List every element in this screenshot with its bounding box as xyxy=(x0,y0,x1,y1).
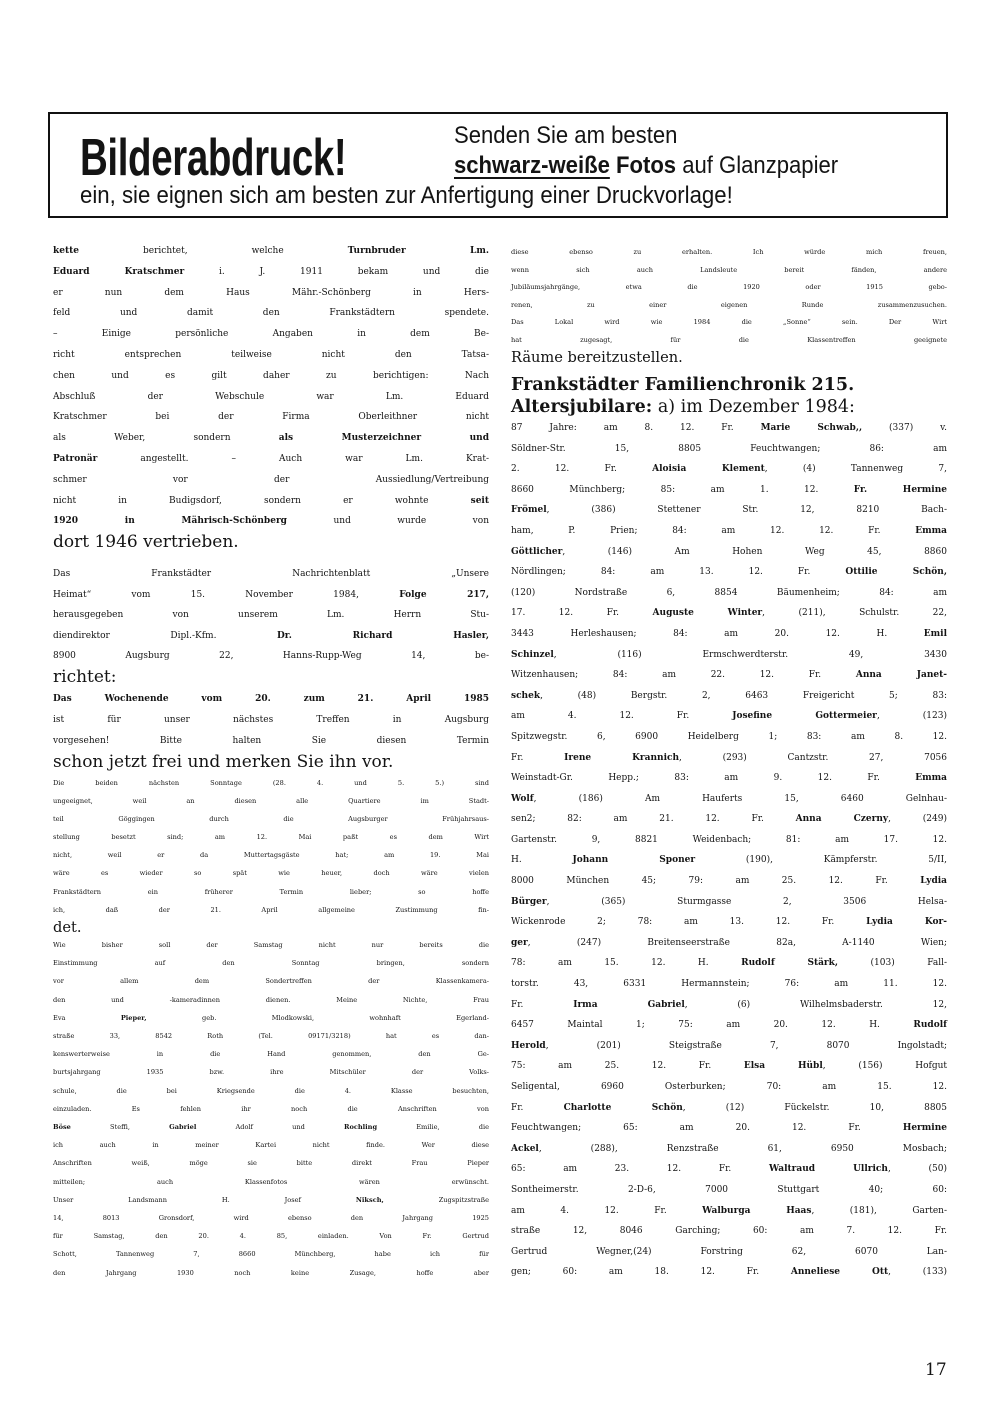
text: mitteilen; auch Klassenfotos wären erwünscht. xyxy=(53,1177,489,1186)
text: für Samstag, den 20. 4. 85, einladen. Von Fr. Gertrud xyxy=(53,1232,489,1241)
text-line xyxy=(511,727,947,748)
text: 14, 8013 Gronsdorf, wird ebenso den Jahrgang 1925 xyxy=(53,1214,489,1223)
text-line xyxy=(53,626,489,647)
text-line xyxy=(53,710,489,731)
bold-text: 1920 in Mährisch-Schönberg xyxy=(53,516,287,527)
text-line xyxy=(511,583,947,604)
bold-text: Wolf xyxy=(511,793,534,804)
text: Kratschmer bei der Firma Oberleithner nicht xyxy=(53,412,489,423)
text: Die beiden nächsten Sonntage (28. 4. und 5. 5.) sind xyxy=(53,779,489,787)
text: 6457 Maintal 1; 75: am 20. 12. H. xyxy=(511,1020,914,1031)
text: Fr. xyxy=(511,1102,564,1113)
text-line xyxy=(53,919,489,937)
text: 87 Jahre: am 8. 12. Fr. xyxy=(511,423,761,433)
text: feld und damit den Frankstädtern spendete. xyxy=(53,308,489,319)
text: 8900 Augsburg 22, Hanns-Rupp-Weg 14, be- xyxy=(53,651,489,662)
text-line xyxy=(511,562,947,583)
text: Wickenrode 2; 78: am 13. 12. Fr. xyxy=(511,917,867,928)
text: Jubiläumsjahrgänge, etwa die 1920 oder 1915 gebo- xyxy=(511,283,947,291)
text-line xyxy=(53,1100,489,1118)
text-line xyxy=(511,1159,947,1180)
text: torstr. 43, 6331 Hermannstein; 76: am 11. 12. xyxy=(511,979,947,990)
bold-text: Göttlicher xyxy=(511,546,563,557)
bold-text: Altersjubilare: xyxy=(511,397,653,417)
text: a) im Dezember 1984: xyxy=(652,397,855,417)
text: Spitzwegstr. 6, 6900 Heidelberg 1; 83: am 8. 12. xyxy=(511,731,947,742)
text-line xyxy=(511,665,947,686)
text: , (186) Am Hauferts 15, 6460 Gelnhau- xyxy=(533,793,947,804)
text: nicht in Budigsdorf, sondern er wohnte xyxy=(53,495,471,506)
text: Witzenhausen; 84: am 22. 12. Fr. xyxy=(511,670,856,681)
bold-text: Irma Gabriel xyxy=(573,999,685,1010)
article-paragraph-small xyxy=(53,774,489,937)
text-line xyxy=(53,1191,489,1209)
text-line xyxy=(511,439,947,460)
bold-text: Lydia xyxy=(920,876,947,887)
text-line xyxy=(511,892,947,913)
text: Zugspitzstraße xyxy=(383,1195,490,1204)
text-line xyxy=(53,1118,489,1136)
bold-text: Pieper, xyxy=(120,1013,147,1022)
text: als Weber, sondern xyxy=(53,433,279,444)
text-line xyxy=(511,244,947,262)
text-line xyxy=(511,297,947,315)
text-line xyxy=(511,953,947,974)
notice-line-1: Senden Sie am besten xyxy=(454,122,678,149)
text-line xyxy=(511,974,947,995)
bold-text: Schinzel xyxy=(511,649,554,660)
text: er nun dem Haus Mähr.-Schönberg in Hers- xyxy=(53,287,489,298)
bold-text: Emma xyxy=(915,525,947,536)
text-line xyxy=(511,748,947,769)
text-line xyxy=(511,349,947,367)
text-line xyxy=(53,646,489,667)
bold-text: Patronär xyxy=(53,453,98,464)
text-line xyxy=(53,901,489,919)
text: , (50) xyxy=(887,1164,947,1175)
bold-text: Emil xyxy=(923,628,947,639)
text-line xyxy=(53,585,489,606)
text: und wurde von xyxy=(286,516,489,527)
text-line xyxy=(53,1136,489,1154)
text-line xyxy=(53,991,489,1009)
text: Emilie, die xyxy=(377,1123,489,1132)
text: , (201) Steigstraße 7, 8070 Ingolstadt; xyxy=(545,1040,947,1051)
text: , (211), Schulstr. 22, xyxy=(762,608,947,619)
text-line xyxy=(53,241,489,262)
article-paragraph xyxy=(53,241,489,553)
bold-text: Irene Krannich xyxy=(564,752,680,763)
text-line xyxy=(511,332,947,350)
text-line xyxy=(511,262,947,280)
text-line xyxy=(53,1045,489,1063)
bold-text: Marie Schwab,, xyxy=(760,423,863,433)
bold-text: Herold xyxy=(511,1040,546,1051)
text-line xyxy=(53,511,489,532)
text-line xyxy=(511,480,947,501)
text-line xyxy=(511,912,947,933)
text: dort 1946 vertrieben. xyxy=(53,532,239,553)
text: Söldner-Str. 15, 8805 Feuchtwangen; 86: am xyxy=(511,443,947,454)
bold-text: Ackel xyxy=(511,1143,539,1154)
bold-text: Emma xyxy=(915,773,947,784)
bold-text: Rochling xyxy=(343,1123,378,1132)
text: Fr. xyxy=(511,752,565,763)
bold-text: schek xyxy=(511,690,541,701)
text: det. xyxy=(53,918,82,936)
text-line xyxy=(53,387,489,408)
article-paragraph xyxy=(53,564,489,688)
text: diese ebenso zu erhalten. Ich würde mich freuen, xyxy=(511,248,947,256)
text: am 4. 12. Fr. xyxy=(511,711,733,722)
notice-line-2 xyxy=(454,152,838,180)
bold-text: Böse xyxy=(53,1123,71,1132)
text-line xyxy=(511,500,947,521)
notice-underlined-text: schwarz-weiße xyxy=(454,152,610,179)
text: Wie bisher soll der Samstag nicht nur bereits die xyxy=(53,941,489,949)
text-line xyxy=(53,1009,489,1027)
text-line xyxy=(53,564,489,585)
text-line xyxy=(511,1201,947,1222)
text: , (116) Ermschwerdterstr. 49, 3430 xyxy=(553,649,947,660)
text: Schott, Tannenweg 7, 8660 Münchberg, habe ich für xyxy=(53,1250,489,1259)
text-line xyxy=(53,1063,489,1081)
text: Sontheimerstr. 2-D-6, 7000 Stuttgart 40; 60: xyxy=(511,1184,947,1195)
bold-text: Turnbruder Lm. xyxy=(347,246,490,256)
text: , (6) Wilhelmsbaderstr. 12, xyxy=(684,999,947,1010)
text: Eva xyxy=(53,1013,121,1022)
text: den und -kameradinnen dienen. Meine Nichte, Frau xyxy=(53,995,489,1004)
text-line xyxy=(53,345,489,366)
text-line xyxy=(511,1221,947,1242)
text-line xyxy=(511,830,947,851)
text-line xyxy=(511,418,947,439)
text: richt entsprechen teilweise nicht den Tatsa- xyxy=(53,349,489,360)
bold-text: Charlotte Schön xyxy=(563,1102,683,1113)
text: den Jahrgang 1930 noch keine Zusage, hoffe aber xyxy=(53,1268,489,1277)
text-line xyxy=(53,810,489,828)
text-line xyxy=(511,871,947,892)
bold-text: kette xyxy=(53,246,80,256)
text: berichtet, welche xyxy=(79,246,348,256)
text-line xyxy=(53,731,489,752)
text-line xyxy=(511,1242,947,1263)
text-line xyxy=(53,428,489,449)
text-line xyxy=(511,396,947,418)
text: 65: am 23. 12. Fr. xyxy=(511,1164,769,1175)
text-line xyxy=(53,491,489,512)
text: , (156) Hofgut xyxy=(822,1061,947,1072)
text-line xyxy=(53,1227,489,1245)
text-line xyxy=(511,645,947,666)
text: i. J. 1911 bekam und die xyxy=(184,266,489,277)
text: ich auch in meiner Kartei nicht finde. Wer diese xyxy=(53,1141,489,1150)
text-line xyxy=(511,1098,947,1119)
text: burtsjahrgang 1935 bzw. ihre Mitschüler der Volks- xyxy=(53,1068,489,1077)
text: Einstimmung auf den Sonntag bringen, sondern xyxy=(53,959,489,968)
text-line xyxy=(511,624,947,645)
text: 8660 Münchberg; 85: am 1. 12. xyxy=(511,484,854,495)
text: Räume bereitzustellen. xyxy=(511,349,683,366)
text-line xyxy=(53,449,489,470)
text: 17. 12. Fr. xyxy=(511,608,653,619)
bold-text: Anna Janet- xyxy=(855,670,947,681)
text: (120) Nordstraße 6, 8854 Bäumenheim; 84: am xyxy=(511,587,947,598)
text: sen2; 82: am 21. 12. Fr. xyxy=(511,814,796,825)
text: , (293) Cantzstr. 27, 7056 xyxy=(679,752,947,763)
text-line xyxy=(511,1118,947,1139)
text: 78: am 15. 12. H. xyxy=(511,958,742,969)
text-line xyxy=(511,1015,947,1036)
bold-text: als Musterzeichner und xyxy=(278,433,490,444)
text-line xyxy=(53,262,489,283)
text: Abschluß der Webschule war Lm. Eduard xyxy=(53,391,489,402)
text-line xyxy=(53,954,489,972)
text: am 4. 12. Fr. xyxy=(511,1205,703,1216)
text-line xyxy=(53,864,489,882)
notice-text: auf Glanzpapier xyxy=(676,152,839,179)
text: 8000 München 45; 79: am 25. 12. Fr. xyxy=(511,876,921,887)
text: Seligental, 6960 Osterburken; 70: am 15. 12. xyxy=(511,1082,947,1092)
text-line xyxy=(53,828,489,846)
bold-text: Anna Czerny xyxy=(795,814,889,825)
text-line xyxy=(53,667,489,688)
text-line xyxy=(511,768,947,789)
text-line xyxy=(511,1077,947,1098)
text-line xyxy=(53,752,489,773)
text: Gartenstr. 9, 8821 Weidenbach; 81: am 17. 12. xyxy=(511,834,947,845)
text: , (181), Garten- xyxy=(811,1205,947,1216)
text-line xyxy=(53,303,489,324)
bold-text: Waltraud Ullrich xyxy=(768,1164,888,1175)
text: herausgegeben von unserem Lm. Herrn Stu- xyxy=(53,610,489,621)
text: nicht, weil er da Muttertagsgäste hat; am 19. Mai xyxy=(53,851,489,860)
text: (103) Fall- xyxy=(838,958,947,969)
text: kenswerterweise in die Hand genommen, den Ge- xyxy=(53,1050,489,1059)
bold-text: Rudolf xyxy=(913,1020,947,1031)
text: Adolf und xyxy=(196,1123,344,1132)
page-number: 17 xyxy=(925,1360,947,1380)
photo-print-notice-box xyxy=(48,112,948,218)
text: schule, die bei Kriegsende die 4. Klasse besuchten, xyxy=(53,1086,489,1095)
text: Unser Landsmann H. Josef xyxy=(53,1195,356,1204)
text-line xyxy=(511,542,947,563)
text-line xyxy=(53,470,489,491)
notice-bold-text: Fotos xyxy=(609,152,677,179)
text: Anschriften weiß, möge sie bitte direkt Frau Pieper xyxy=(53,1159,489,1168)
text-line xyxy=(511,995,947,1016)
text: ham, P. Prien; 84: am 12. 12. Fr. xyxy=(511,525,916,536)
chronicle-heading xyxy=(511,374,947,418)
bold-text: Niksch, xyxy=(355,1195,384,1204)
text: Steffi, xyxy=(70,1123,170,1132)
bold-text: Das Wochenende vom 20. zum 21. April 1985 xyxy=(53,694,489,704)
text: Weinstadt-Gr. Hepp.; 83: am 9. 12. Fr. xyxy=(511,773,916,784)
text: Nördlingen; 84: am 13. 12. Fr. xyxy=(511,567,846,578)
text-line xyxy=(511,706,947,727)
text: (190), Kämpferstr. 5/II, xyxy=(695,855,947,866)
text-line xyxy=(511,521,947,542)
text: vor allem dem Sondertreffen der Klassenkamera- xyxy=(53,977,489,986)
text: wenn sich auch Landsleute bereit fänden, andere xyxy=(511,265,947,274)
text: Gertrud Wegner,(24) Forstring 62, 6070 Lan- xyxy=(511,1246,947,1257)
bold-text: Anneliese Ott xyxy=(790,1267,889,1278)
bold-text: Auguste Winter xyxy=(652,608,763,619)
text-line xyxy=(53,532,489,553)
text-line xyxy=(53,774,489,792)
bold-text: Walburga Haas xyxy=(702,1205,812,1216)
text: Frankstädtern ein früherer Termin lieber; so hoffe xyxy=(53,887,489,896)
text: ich, daß der 21. April allgemeine Zustimmung fin- xyxy=(53,905,489,914)
text-line xyxy=(53,407,489,428)
text-line xyxy=(53,366,489,387)
bold-text: Gabriel xyxy=(169,1123,197,1132)
text: H. xyxy=(511,855,573,866)
text: , (12) Fückelstr. 10, 8805 xyxy=(682,1102,947,1113)
bold-text: Dr. Richard Hasler, xyxy=(276,630,489,641)
text: richtet: xyxy=(53,666,117,687)
text: hat zugesagt, für die Klassentreffen geeignete xyxy=(511,335,947,344)
text-line xyxy=(53,792,489,810)
text-line xyxy=(511,314,947,332)
text-line xyxy=(53,1154,489,1172)
text: , (48) Bergstr. 2, 6463 Freigericht 5; 83: xyxy=(540,690,947,701)
text: wäre es wieder so spät wie heuer, doch wäre vielen xyxy=(53,869,489,878)
text-line xyxy=(511,1262,947,1283)
text: , (123) xyxy=(876,711,947,722)
text-line xyxy=(53,1082,489,1100)
text: ungeeignet, weil an diesen alle Quartiere im Stadt- xyxy=(53,797,489,806)
text-line xyxy=(53,1264,489,1282)
bold-text: Elsa Hübl xyxy=(743,1061,823,1072)
text-line xyxy=(511,459,947,480)
text: teil Göggingen durch die Augsburger Frühjahrsaus- xyxy=(53,815,489,824)
text: Das Frankstädter Nachrichtenblatt „Unsere xyxy=(53,569,489,579)
text: angestellt. – Auch war Lm. Krat- xyxy=(97,453,489,464)
text-line xyxy=(511,603,947,624)
text: stellung besetzt sind; am 12. Mai paßt es dem Wirt xyxy=(53,833,489,842)
text-line xyxy=(511,1056,947,1077)
bold-text: Folge 217, xyxy=(399,589,489,600)
bold-text: Ottilie Schön, xyxy=(845,567,947,578)
text-line xyxy=(53,1173,489,1191)
text: 3443 Herleshausen; 84: am 20. 12. H. xyxy=(511,628,924,639)
text-line xyxy=(511,1036,947,1057)
bold-text: ger xyxy=(511,937,528,948)
text: Heimat“ vom 15. November 1984, xyxy=(53,589,400,600)
text-line xyxy=(53,1245,489,1263)
bold-text: Johann Sponer xyxy=(572,855,696,866)
text: , (288), Renzstraße 61, 6950 Mosbach; xyxy=(538,1143,947,1154)
text: vorgesehen! Bitte halten Sie diesen Termin xyxy=(53,736,489,746)
text-line xyxy=(511,279,947,297)
text: diendirektor Dipl.-Kfm. xyxy=(53,630,277,641)
text-line xyxy=(511,850,947,871)
text-line xyxy=(53,605,489,626)
text: , (4) Tannenweg 7, xyxy=(764,464,947,475)
notice-line-3: ein, sie eignen sich am besten zur Anfertigung einer Druckvorlage! xyxy=(80,182,733,209)
text: straße 12, 8046 Garching; 60: am 7. 12. Fr. xyxy=(511,1226,947,1237)
bold-text: seit xyxy=(470,495,489,506)
bold-text: Frömel xyxy=(511,505,547,516)
text: gen; 60: am 18. 12. Fr. xyxy=(511,1267,791,1278)
bold-text: Aloisia Klement xyxy=(652,464,765,475)
text-line xyxy=(511,933,947,954)
text: – Einige persönliche Angaben in dem Be- xyxy=(53,329,489,340)
text-line xyxy=(511,789,947,810)
text-line xyxy=(53,1209,489,1227)
text-line xyxy=(53,883,489,901)
text-line xyxy=(511,809,947,830)
text: Das Lokal wird wie 1984 die „Sonne“ sein. Der Wirt xyxy=(511,318,947,326)
text: geb. Mlodkowski, wohnhaft Egerland- xyxy=(146,1013,489,1022)
text: straße 33, 8542 Roth (Tel. 09171/3218) hat es dan- xyxy=(53,1032,489,1041)
text-line xyxy=(511,374,947,396)
text: Feuchtwangen; 65: am 20. 12. Fr. xyxy=(511,1123,903,1134)
text: chen und es gilt daher zu berichtigen: Nach xyxy=(53,370,489,381)
text-line xyxy=(511,686,947,707)
text-line xyxy=(53,324,489,345)
notice-title: Bilderabdruck! xyxy=(80,129,347,187)
bold-text: Rudolf Stärk, xyxy=(741,958,839,969)
text-line xyxy=(53,936,489,954)
bold-text: Hermine xyxy=(902,1123,947,1134)
text: , (133) xyxy=(888,1267,947,1278)
text-line xyxy=(511,1180,947,1201)
text: , (146) Am Hohen Weg 45, 8860 xyxy=(562,546,947,557)
text: einzuladen. Es fehlen ihr noch die Anschriften von xyxy=(53,1104,489,1113)
bold-text: Frankstädter Familienchronik 215. xyxy=(511,375,855,395)
text: schon jetzt frei und merken Sie ihn vor. xyxy=(53,752,394,772)
bold-text: Fr. Hermine xyxy=(853,484,947,495)
text: ist für unser nächstes Treffen in Augsburg xyxy=(53,715,489,725)
text-line xyxy=(53,689,489,710)
text-line xyxy=(53,972,489,990)
text: , (249) xyxy=(888,814,947,825)
text: , (386) Stettener Str. 12, 8210 Bach- xyxy=(546,505,947,516)
meeting-announcement xyxy=(53,689,489,773)
text: 75: am 25. 12. Fr. xyxy=(511,1061,744,1072)
bold-text: Bürger xyxy=(511,896,547,907)
text: Fr. xyxy=(511,999,574,1010)
text-line xyxy=(53,283,489,304)
text: schmer vor der Aussiedlung/Vertreibung xyxy=(53,474,489,485)
text-line xyxy=(53,846,489,864)
bold-text: Lydia Kor- xyxy=(866,917,948,928)
text: renen, zu einer eigenen Runde zusammenzusuchen. xyxy=(511,300,947,309)
text-line xyxy=(511,1139,947,1160)
text: , (365) Sturmgasse 2, 3506 Helsa- xyxy=(546,896,947,907)
article-paragraph-small xyxy=(511,244,947,367)
article-paragraph-small xyxy=(53,936,489,1282)
text: (337) v. xyxy=(862,423,947,433)
text-line xyxy=(53,1027,489,1045)
bold-text: Josefine Gottermeier xyxy=(732,711,877,722)
text: , (247) Breitenseerstraße 82a, A-1140 Wien; xyxy=(527,937,947,948)
birthday-list xyxy=(511,418,947,1283)
bold-text: Eduard Kratschmer xyxy=(53,266,185,277)
text: 2. 12. Fr. xyxy=(511,464,653,475)
